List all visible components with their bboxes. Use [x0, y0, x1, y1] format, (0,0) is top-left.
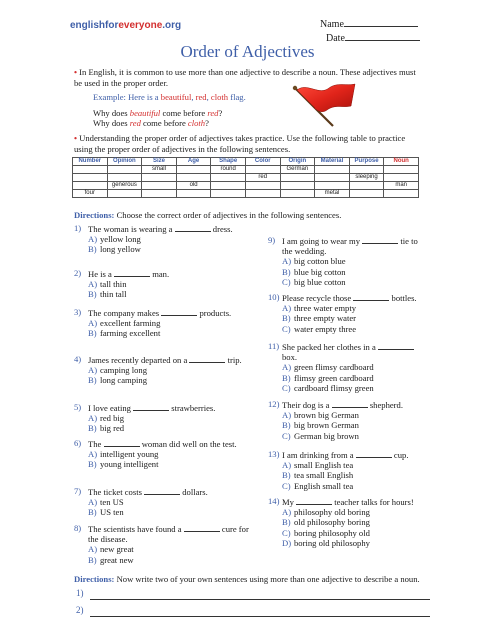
answer-option[interactable]: C) German big brown	[282, 430, 359, 441]
question-text: dollars.	[182, 487, 208, 497]
answer-option[interactable]: B) young intelligent	[88, 459, 159, 470]
answer-option[interactable]: B) long yellow	[88, 244, 141, 255]
answer-option[interactable]: B) blue big cotton	[282, 266, 346, 277]
table-cell	[245, 166, 280, 174]
answer-option[interactable]: A) three water empty	[282, 303, 357, 314]
question-text: dress.	[212, 224, 233, 234]
table-cell	[315, 182, 350, 190]
question-text: products.	[199, 308, 232, 318]
question-number: 9)	[268, 235, 276, 245]
table-cell	[107, 166, 142, 174]
table-cell	[176, 174, 211, 182]
answer-option[interactable]: A) brown big German	[282, 410, 359, 421]
col-header: Age	[176, 158, 211, 166]
table-cell	[142, 182, 177, 190]
question-number: 11)	[268, 341, 280, 351]
answer-option[interactable]: A) red big	[88, 413, 125, 424]
answer-option[interactable]: B) big brown German	[282, 420, 359, 431]
write-line-number: 1)	[76, 588, 84, 598]
answer-option[interactable]: B) great new	[88, 554, 134, 565]
question-text: cup.	[393, 450, 409, 460]
question-number: 5)	[74, 402, 82, 412]
table-cell	[73, 166, 108, 174]
answer-blank[interactable]	[378, 341, 414, 350]
question-item	[74, 523, 250, 565]
table-cell	[349, 190, 384, 198]
answer-option[interactable]: B) flimsy green cardboard	[282, 372, 374, 383]
adjective-order-table	[72, 157, 419, 198]
answer-option[interactable]: A) excellent farming	[88, 318, 161, 329]
answer-option[interactable]: A) philosophy old boring	[282, 507, 370, 518]
why-question-2: Why does red come before cloth?	[93, 118, 209, 128]
table-cell	[211, 190, 246, 198]
question-number: 13)	[268, 449, 280, 459]
answer-option[interactable]: C) boring philosophy old	[282, 527, 370, 538]
question-item	[268, 235, 428, 287]
question-text: The company makes	[88, 308, 160, 318]
table-cell: four	[73, 190, 108, 198]
answer-option[interactable]: B) thin tall	[88, 289, 127, 300]
name-label: Name	[320, 19, 344, 30]
question-item	[74, 354, 250, 386]
answer-option[interactable]: A) big cotton blue	[282, 256, 346, 267]
question-text: teacher talks for hours!	[334, 497, 414, 507]
col-header: Number	[73, 158, 108, 166]
answer-option[interactable]: D) boring old philosophy	[282, 537, 370, 548]
answer-option[interactable]: A) yellow long	[88, 234, 141, 245]
name-field[interactable]	[344, 17, 418, 27]
question-text: James recently departed on a	[88, 355, 188, 365]
question-item	[74, 307, 250, 339]
question-item	[268, 449, 428, 491]
site-logo: englishforeveryone.org	[70, 20, 182, 31]
question-item	[74, 223, 250, 255]
answer-blank[interactable]	[144, 486, 180, 495]
example-line: Example: Here is a beautiful, red, cloth flag.	[93, 92, 246, 102]
table-cell	[73, 182, 108, 190]
answer-option[interactable]: B) big red	[88, 423, 125, 434]
answer-blank[interactable]	[133, 402, 169, 411]
table-cell	[176, 190, 211, 198]
table-cell	[349, 166, 384, 174]
col-header: Material	[315, 158, 350, 166]
question-text: box.	[282, 352, 298, 363]
write-line-2[interactable]	[90, 615, 430, 617]
answer-option[interactable]: B) farming excellent	[88, 328, 161, 339]
answer-blank[interactable]	[114, 268, 150, 277]
question-item	[268, 341, 428, 393]
question-item	[74, 268, 250, 300]
answer-blank[interactable]	[104, 438, 140, 447]
answer-blank[interactable]	[296, 496, 332, 505]
question-text: The	[88, 439, 102, 449]
intro-paragraph: • In English, it is common to use more than one adjective to describe a noun. These adjectives must be used in the proper order.	[74, 67, 416, 88]
table-cell: sleeping	[349, 174, 384, 182]
answer-option[interactable]: A) small English tea	[282, 460, 354, 471]
question-number: 2)	[74, 268, 82, 278]
answer-blank[interactable]	[362, 235, 398, 244]
question-text: strawberries.	[171, 403, 216, 413]
col-header: Opinion	[107, 158, 142, 166]
question-number: 12)	[268, 399, 280, 409]
table-row	[73, 166, 419, 174]
table-cell: metal	[315, 190, 350, 198]
col-header: Origin	[280, 158, 315, 166]
table-cell: old	[176, 182, 211, 190]
question-item	[268, 496, 428, 548]
question-number: 7)	[74, 486, 82, 496]
table-cell	[107, 190, 142, 198]
answer-option[interactable]: A) new great	[88, 544, 134, 555]
question-text: trip.	[227, 355, 242, 365]
table-row	[73, 190, 419, 198]
answer-option[interactable]: A) ten US	[88, 497, 124, 508]
answer-blank[interactable]	[353, 292, 389, 301]
table-cell	[176, 166, 211, 174]
answer-option[interactable]: B) long camping	[88, 375, 148, 386]
page-title: Order of Adjectives	[180, 42, 315, 61]
answer-option[interactable]: A) tall thin	[88, 279, 127, 290]
write-line-number: 2)	[76, 605, 84, 615]
table-cell: red	[245, 174, 280, 182]
name-date-block	[320, 17, 420, 45]
table-cell: round	[211, 166, 246, 174]
answer-option[interactable]: C) English small tea	[282, 480, 354, 491]
question-number: 4)	[74, 354, 82, 364]
answer-option[interactable]: B) old philosophy boring	[282, 517, 370, 528]
table-cell	[280, 174, 315, 182]
question-text: Their dog is a	[282, 400, 330, 410]
answer-blank[interactable]	[184, 523, 220, 532]
question-text: woman did well on the test.	[141, 439, 237, 449]
question-text: The woman is wearing a	[88, 224, 173, 234]
answer-option[interactable]: B) three empty water	[282, 313, 357, 324]
table-cell	[107, 174, 142, 182]
answer-option[interactable]: A) intelligent young	[88, 449, 159, 460]
table-cell	[384, 174, 419, 182]
question-text: The scientists have found a	[88, 524, 182, 534]
table-cell	[142, 174, 177, 182]
question-item	[268, 292, 428, 334]
table-cell	[142, 190, 177, 198]
question-number: 6)	[74, 438, 82, 448]
col-header: Size	[142, 158, 177, 166]
question-text: The ticket costs	[88, 487, 142, 497]
answer-blank[interactable]	[175, 223, 211, 232]
question-text: My	[282, 497, 294, 507]
date-label: Date	[326, 33, 345, 44]
table-cell	[315, 166, 350, 174]
question-item	[74, 438, 250, 470]
table-cell	[349, 182, 384, 190]
question-text: bottles.	[391, 293, 417, 303]
col-header-noun: Noun	[384, 158, 419, 166]
col-header: Purpose	[349, 158, 384, 166]
why-question-1: Why does beautiful come before red?	[93, 108, 223, 118]
question-item	[268, 399, 428, 441]
answer-option[interactable]: A) camping long	[88, 365, 148, 376]
practice-paragraph: • Understanding the proper order of adjectives takes practice. Use the following table to practice using the proper order of adjectives in the following sentences.	[74, 133, 406, 154]
table-cell	[280, 190, 315, 198]
table-cell	[245, 190, 280, 198]
answer-blank[interactable]	[189, 354, 225, 363]
write-line-1[interactable]	[90, 598, 430, 600]
question-item	[74, 402, 250, 434]
table-cell	[384, 190, 419, 198]
question-number: 10)	[268, 292, 280, 302]
col-header: Shape	[211, 158, 246, 166]
answer-option[interactable]: A) green flimsy cardboard	[282, 362, 374, 373]
directions-2: Directions: Now write two of your own sentences using more than one adjective to describe a noun.	[74, 574, 420, 584]
table-cell	[211, 174, 246, 182]
question-item	[74, 486, 250, 518]
table-row	[73, 182, 419, 190]
question-text: He is a	[88, 269, 112, 279]
answer-option[interactable]: C) water empty three	[282, 323, 357, 334]
question-number: 3)	[74, 307, 82, 317]
directions-1: Directions: Choose the correct order of adjectives in the following sentences.	[74, 210, 342, 220]
table-cell	[315, 174, 350, 182]
col-header: Color	[245, 158, 280, 166]
table-cell: generous	[107, 182, 142, 190]
red-flag-icon	[285, 80, 360, 130]
question-text: shepherd.	[369, 400, 403, 410]
date-field[interactable]	[345, 31, 420, 41]
question-text: tie to the wedding.	[282, 236, 418, 257]
question-text: cure for the disease.	[88, 524, 249, 545]
table-cell	[73, 174, 108, 182]
answer-option[interactable]: C) cardboard flimsy green	[282, 382, 374, 393]
question-text: man.	[152, 269, 170, 279]
table-row	[73, 174, 419, 182]
answer-blank[interactable]	[332, 399, 368, 408]
question-number: 14)	[268, 496, 280, 506]
table-cell: man	[384, 182, 419, 190]
table-cell	[211, 182, 246, 190]
question-text: She packed her clothes in a	[282, 342, 376, 352]
question-text: Please recycle those	[282, 293, 352, 303]
answer-option[interactable]: C) big blue cotton	[282, 276, 346, 287]
question-text: I love eating	[88, 403, 131, 413]
table-cell	[245, 182, 280, 190]
answer-option[interactable]: B) tea small English	[282, 470, 354, 481]
table-header-row	[73, 158, 419, 166]
answer-option[interactable]: B) US ten	[88, 507, 124, 518]
question-text: I am drinking from a	[282, 450, 354, 460]
table-cell	[384, 166, 419, 174]
question-number: 8)	[74, 523, 82, 533]
question-number: 1)	[74, 223, 82, 233]
table-cell: small	[142, 166, 177, 174]
answer-blank[interactable]	[161, 307, 197, 316]
table-cell	[280, 182, 315, 190]
answer-blank[interactable]	[356, 449, 392, 458]
table-cell: German	[280, 166, 315, 174]
question-text: I am going to wear my	[282, 236, 361, 246]
